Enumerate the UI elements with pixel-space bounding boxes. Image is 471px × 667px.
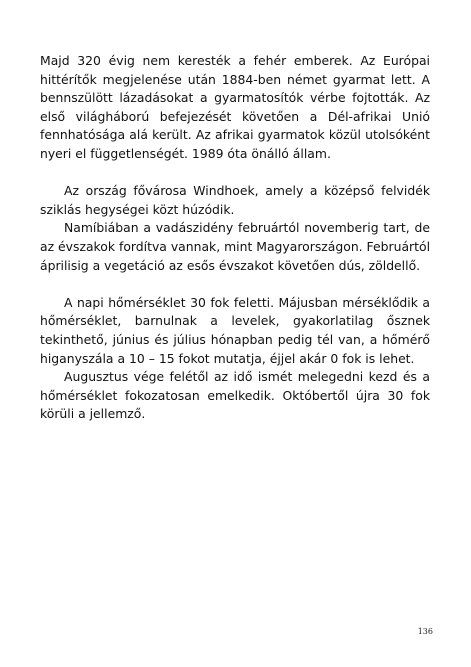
paragraph-capital: Az ország fővárosa Windhoek, amely a középső felvidék sziklás hegységei közt húzódik. — [40, 183, 430, 217]
paragraph-temperature: A napi hőmérséklet 30 fok feletti. Májusban mérséklődik a hőmérséklet, barnulnak a levelek, gyakorlatilag ősznek tekinthető, június és július hónapban pedig tél van, a hőmérő higanyszála a 10 – 15 fokot mutatja, éjjel akár 0 fok is lehet. — [40, 294, 430, 366]
body-text — [40, 52, 430, 424]
paragraph-history: Majd 320 évig nem keresték a fehér emberek. Az Európai hittérítők megjelenése után 1884-ben német gyarmat lett. A bennszülött lázadásokat a gyarmatosítók vérbe fojtották. Az első világháború befejezését követően a Dél-afrikai Unió fennhatósága alá került. Az afrikai gyarmatok közül utolsóként nyeri el függetlenségét. 1989 óta önálló állam. — [40, 53, 430, 161]
paragraph-hunting-season: Namíbiában a vadászidény februártól novemberig tart, de az évszakok fordítva vannak, mint Magyarországon. Februártól áprilisig a vegetáció az esős évszakot követően dús, zöldellő. — [40, 220, 431, 273]
page-number: 136 — [417, 627, 433, 636]
paragraph-august: Augusztus vége felétől az idő ismét melegedni kezd és a hőmérséklet fokozatosan emelkedik. Októbertől újra 30 fok körüli a jellemző. — [40, 369, 430, 422]
